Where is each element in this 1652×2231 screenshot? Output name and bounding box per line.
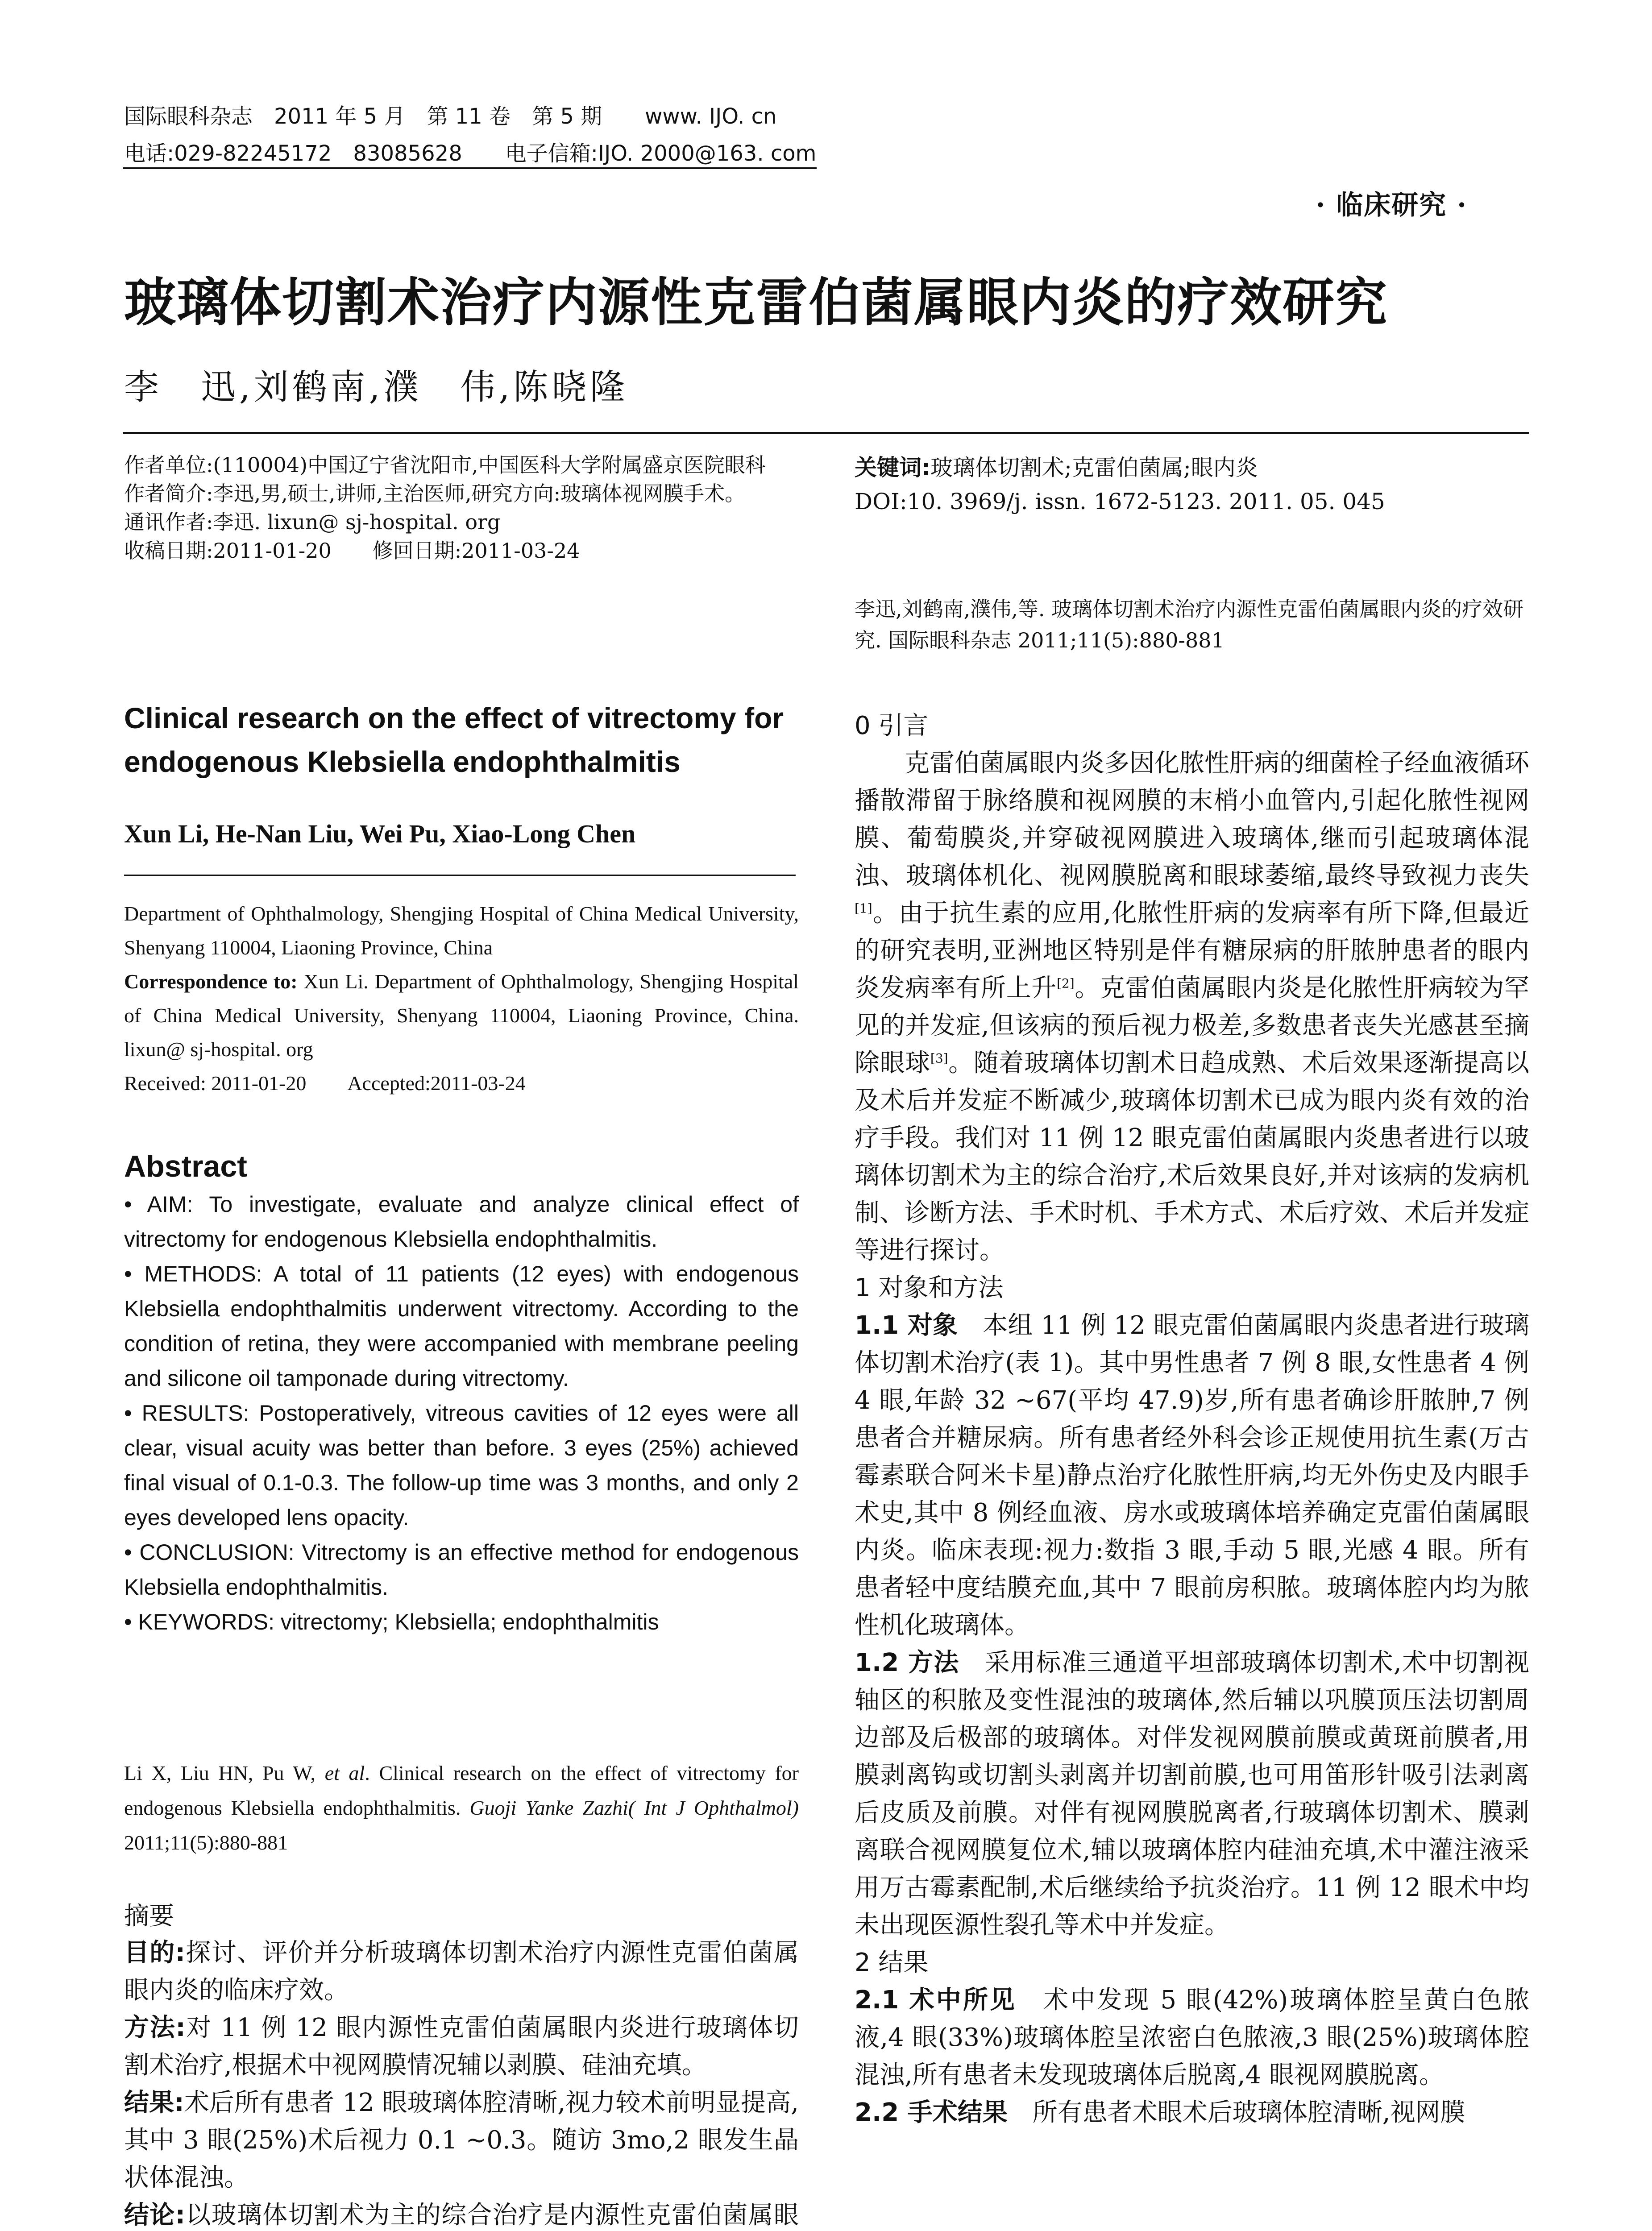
outcome-text: 所有患者术眼术后玻璃体腔清晰,视网膜 xyxy=(1007,2098,1465,2127)
dates: 收稿日期:2011-01-20 修回日期:2011-03-24 xyxy=(124,539,580,563)
zh-conclusion-label: 结论: xyxy=(124,2201,185,2230)
english-meta-block xyxy=(124,897,799,1100)
title-rule xyxy=(123,432,1529,434)
correspondence-text: Xun Li. Department of Ophthalmology, Shengjing Hospital of China Medical University, Shenyang 110004, Liaoning Province, China. lixun@ sj-hospital. org xyxy=(124,970,799,1061)
intro-text-2: 。由于抗生素的应用,化脓性肝病的发病率有所下降,但最近的研究表明,亚洲地区特别是伴有糖尿病的肝脓肿患者的眼内炎发病率有所上升 xyxy=(855,899,1529,1003)
results-heading: 2 结果 xyxy=(855,1948,929,1977)
zh-keywords-label: 关键词: xyxy=(855,455,930,481)
ref-1: [1] xyxy=(855,901,872,916)
citation-title: . Clinical research on the effect of vitrectomy for endogenous Klebsiella endophthalmitis. xyxy=(124,1762,799,1819)
zh-methods-text: 对 11 例 12 眼内源性克雷伯菌属眼内炎进行玻璃体切割术治疗,根据术中视网膜情况辅以剥膜、硅油充填。 xyxy=(124,2013,799,2080)
zh-doi: DOI:10. 3969/j. issn. 1672-5123. 2011. 05. 045 xyxy=(855,489,1385,514)
abstract-body xyxy=(124,1187,799,1639)
abstract-results: • RESULTS: Postoperatively, vitreous cavities of 12 eyes were all clear, visual acuity was better than before. 3 eyes (25%) achieved final visual of 0.1-0.3. The follow-up time was 3 months, and only 2 eyes developed lens opacity. xyxy=(124,1401,799,1530)
subjects-paragraph xyxy=(855,1307,1529,1644)
english-title: Clinical research on the effect of vitrectomy for endogenous Klebsiella endophthalmitis xyxy=(124,701,784,778)
journal-contact-line: 电话:029-82245172 83085628 电子信箱:IJO. 2000@163. com xyxy=(124,141,817,166)
affiliation: 作者单位:(110004)中国辽宁省沈阳市,中国医科大学附属盛京医院眼科 xyxy=(124,453,766,477)
english-correspondence xyxy=(124,965,799,1066)
journal-header-line: 国际眼科杂志 2011 年 5 月 第 11 卷 第 5 期 www. IJO. cn xyxy=(124,104,777,129)
zh-conclusion xyxy=(124,2197,799,2231)
zh-keywords xyxy=(855,451,1529,485)
subjects-label: 1.1 对象 xyxy=(855,1311,958,1340)
intro-paragraph xyxy=(855,745,1529,1269)
zh-aim-text: 探讨、评价并分析玻璃体切割术治疗内源性克雷伯菌属眼内炎的临床疗效。 xyxy=(124,1938,799,2005)
english-authors-rule xyxy=(124,875,796,876)
intro-text-4: 。随着玻璃体切割术日趋成熟、术后效果逐渐提高以及术后并发症不断减少,玻璃体切割术已成为眼内炎有效的治疗手段。我们对 11 例 12 眼克雷伯菌属眼内炎患者进行以玻璃体切割术为主的综合治疗,术后效果良好,并对该病的发病机制、诊断方法、手术时机、手术方式、术后疗效、术后并发症等进行探讨。 xyxy=(855,1049,1530,1265)
methods-label: 1.2 方法 xyxy=(855,1648,959,1677)
zh-abstract-body-left xyxy=(124,1934,799,2231)
citation-volume: 2011;11(5):880-881 xyxy=(124,1831,288,1854)
zh-methods xyxy=(124,2009,799,2084)
zh-results-label: 结果: xyxy=(124,2088,184,2117)
author-bio: 作者简介:李迅,男,硕士,讲师,主治医师,研究方向:玻璃体视网膜手术。 xyxy=(124,481,746,506)
zh-methods-label: 方法: xyxy=(124,2013,186,2042)
citation-journal: Guoji Yanke Zazhi( Int J Ophthalmol) xyxy=(469,1796,799,1819)
zh-conclusion-text: 以玻璃体切割术为主的综合治疗是内源性克雷伯菌属眼 xyxy=(185,2201,799,2230)
correspondence: 通讯作者:李迅. lixun@ sj-hospital. org xyxy=(124,510,501,534)
zh-results-text: 术后所有患者 12 眼玻璃体腔清晰,视力较术前明显提高,其中 3 眼(25%)术后视力 0.1 ~0.3。随访 3mo,2 眼发生晶状体混浊。 xyxy=(124,2088,799,2192)
english-dates: Received: 2011-01-20 Accepted:2011-03-24 xyxy=(124,1072,526,1095)
english-authors: Xun Li, He-Nan Liu, Wei Pu, Xiao-Long Chen xyxy=(124,819,636,848)
abstract-heading: Abstract xyxy=(124,1149,247,1183)
article-title: 玻璃体切割术治疗内源性克雷伯菌属眼内炎的疗效研究 xyxy=(124,273,1388,333)
meta-cn-block xyxy=(124,451,799,565)
abstract-keywords: • KEYWORDS: vitrectomy; Klebsiella; endophthalmitis xyxy=(124,1609,659,1634)
zh-results xyxy=(124,2084,799,2197)
intraop-text: 术中发现 5 眼(42%)玻璃体腔呈黄白色脓液,4 眼(33%)玻璃体腔呈浓密白色脓液,3 眼(25%)玻璃体腔混浊,所有患者未发现玻璃体后脱离,4 眼视网膜脱离。 xyxy=(855,1986,1529,2090)
methods-heading: 1 对象和方法 xyxy=(855,1273,1004,1302)
methods-paragraph xyxy=(855,1644,1529,1944)
abstract-conclusion: • CONCLUSION: Vitrectomy is an effective method for endogenous Klebsiella endophthalmitis. xyxy=(124,1540,799,1600)
intraop-label: 2.1 术中所见 xyxy=(855,1986,1017,2015)
correspondence-label: Correspondence to: xyxy=(124,970,298,993)
ref-2: [2] xyxy=(1057,976,1075,991)
citation-etal: et al xyxy=(324,1762,365,1784)
methods-text: 采用标准三通道平坦部玻璃体切割术,术中切割视轴区的积脓及变性混浊的玻璃体,然后辅以巩膜顶压法切割周边部及后极部的玻璃体。对伴发视网膜前膜或黄斑前膜者,用膜剥离钩或切割头剥离并切割前膜,也可用笛形针吸引法剥离后皮质及前膜。对伴有视网膜脱离者,行玻璃体切割术、膜剥离联合视网膜复位术,辅以玻璃体腔内硅油充填,术中灌注液采用万古霉素配制,术后继续给予抗炎治疗。11 例 12 眼术中均未出现医源性裂孔等术中并发症。 xyxy=(855,1648,1529,1940)
citation-authors: Li X, Liu HN, Pu W, xyxy=(124,1762,325,1784)
english-citation xyxy=(124,1756,799,1860)
outcome-paragraph xyxy=(855,2094,1529,2131)
zh-aim-label: 目的: xyxy=(124,1938,185,1967)
intraop-paragraph xyxy=(855,1982,1529,2094)
zh-abstract-heading: 摘要 xyxy=(124,1902,174,1931)
abstract-methods: • METHODS: A total of 11 patients (12 eyes) with endogenous Klebsiella endophthalmitis underwent vitrectomy. According to the condition of retina, they were accompanied with membrane peeling and silicone oil tamponade during vitrectomy. xyxy=(124,1261,799,1391)
zh-abstract-body-right xyxy=(855,451,1529,518)
chinese-citation: 李迅,刘鹤南,濮伟,等. 玻璃体切割术治疗内源性克雷伯菌属眼内炎的疗效研究. 国际眼科杂志 2011;11(5):880-881 xyxy=(855,597,1524,652)
zh-keywords-text: 玻璃体切割术;克雷伯菌属;眼内炎 xyxy=(930,455,1258,481)
section-tag: · 临床研究 · xyxy=(1316,190,1467,221)
body-text xyxy=(855,707,1529,2131)
abstract-aim: • AIM: To investigate, evaluate and analyze clinical effect of vitrectomy for endogenous Klebsiella endophthalmitis. xyxy=(124,1192,799,1252)
ref-3: [3] xyxy=(930,1051,948,1066)
outcome-label: 2.2 手术结果 xyxy=(855,2098,1008,2127)
header-divider xyxy=(123,167,817,169)
intro-text-3: 。克雷伯菌属眼内炎是化脓性肝病较为罕见的并发症,但该病的预后视力极差,多数患者丧失光感甚至摘除眼球 xyxy=(855,974,1530,1078)
subjects-text: 本组 11 例 12 眼克雷伯菌属眼内炎患者进行玻璃体切割术治疗(表 1)。其中男性患者 7 例 8 眼,女性患者 4 例 4 眼,年龄 32 ~67(平均 47.9)岁,所有患者确诊肝脓肿,7 例患者合并糖尿病。所有患者经外科会诊正规使用抗生素(万古霉素联合阿米卡星)静点治疗化脓性肝病,均无外伤史及内眼手术史,其中 8 例经血液、房水或玻璃体培养确定克雷伯菌属眼内炎。临床表现:视力:数指 3 眼,手动 5 眼,光感 4 眼。所有患者轻中度结膜充血,其中 7 眼前房积脓。玻璃体腔内均为脓性机化玻璃体。 xyxy=(855,1311,1530,1640)
zh-aim xyxy=(124,1934,799,2009)
article-authors: 李 迅,刘鹤南,濮 伟,陈晓隆 xyxy=(124,367,629,407)
english-department: Department of Ophthalmology, Shengjing Hospital of China Medical University, Shenyang 110004, Liaoning Province, China xyxy=(124,902,799,959)
intro-text-1: 克雷伯菌属眼内炎多因化脓性肝病的细菌栓子经血液循环播散滞留于脉络膜和视网膜的末梢小血管内,引起化脓性视网膜、葡萄膜炎,并穿破视网膜进入玻璃体,继而引起玻璃体混浊、玻璃体机化、视网膜脱离和眼球萎缩,最终导致视力丧失 xyxy=(855,749,1529,890)
intro-heading: 0 引言 xyxy=(855,711,929,740)
